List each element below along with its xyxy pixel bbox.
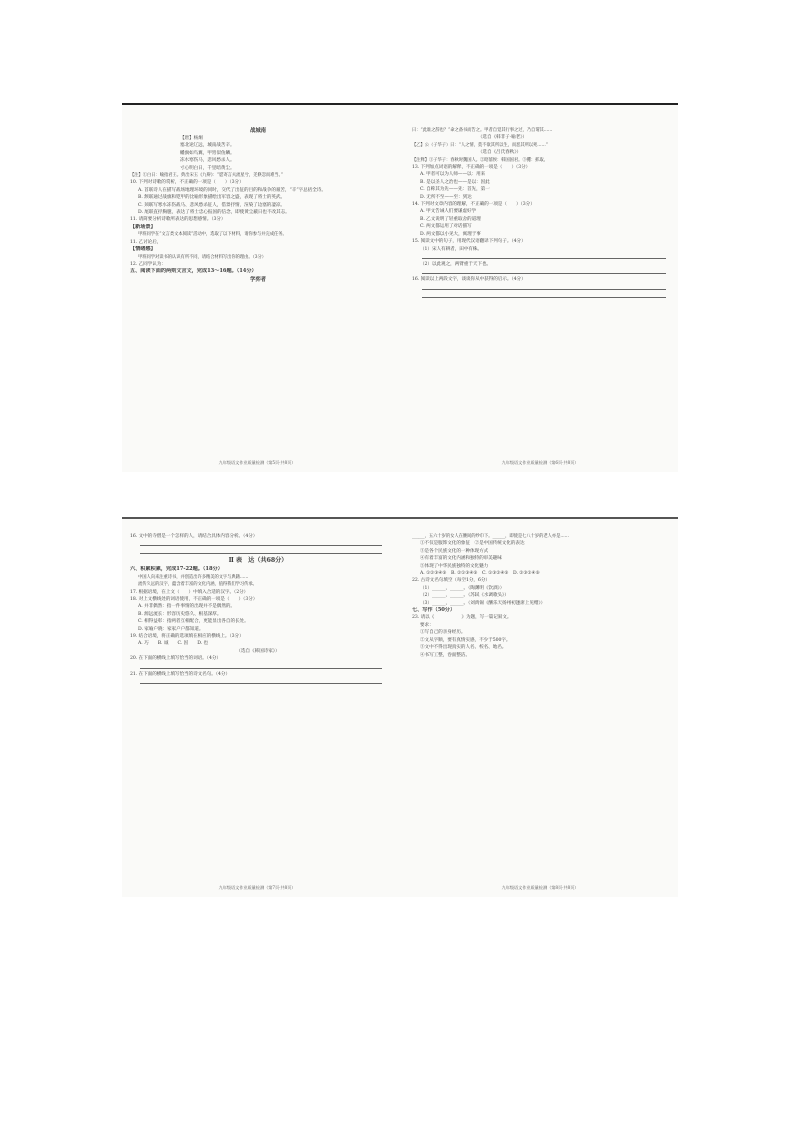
answer-line[interactable] xyxy=(422,253,666,259)
option-c: C. 相得益彰：指两者互相配合，更能显出各自的长处。 xyxy=(138,619,249,625)
part-heading: Ⅱ 表 达（共68分） xyxy=(228,557,288,565)
page-footer: 九年级语文作业质量检测（第8页·共8页） xyxy=(501,884,579,890)
poem-line: 寸心明白日，千里暗黄尘。 xyxy=(180,165,235,171)
page-footer: 九年级语文作业质量检测（第5页·共8页） xyxy=(218,459,296,465)
option-c: C. 颈联写寒水冻伤战马、悲风愁杀征人，借景抒情，渲染了边塞的凄凉。 xyxy=(138,202,285,208)
requirement-item: ②文从字顺，要有真情实感，不少于500字。 xyxy=(420,637,511,643)
translation-item: （1）宋人有耕者，田中有株。 xyxy=(420,246,482,252)
question-10: 10. 下列对诗歌的赏析，不正确的一项是（ ）（3分） xyxy=(130,180,244,186)
page-footer: 九年级语文作业质量检测（第7页·共8页） xyxy=(218,884,296,890)
option-a: A. 甲文告诫人们要谦虚好学 xyxy=(420,209,477,215)
translation-item: （2）以此观之，两臂重于天下也。 xyxy=(420,261,492,267)
answer-line[interactable] xyxy=(422,292,666,298)
question-14: 14. 下列对文章内容的理解，不正确的一项是（ ）（3分） xyxy=(412,202,535,208)
answer-line: 11. 乙讨论后， xyxy=(130,239,237,245)
paragraph-line: 中国人向来注重诗书，并创造出许多精美的文字与典籍…… xyxy=(138,574,249,580)
question-11: 11. 请简要分析诗歌所表达的思想感情。（3分） xyxy=(130,217,226,223)
section-heading: 五、阅读下面的两则文言文，完成13～16题。（14分） xyxy=(130,268,257,275)
paragraph-line: 曰：“此谁之辞也？”命之备书而告之。甲者自觉其行事之过，乃自谓其…… xyxy=(412,128,553,133)
poem-note: 【注】①白日：喻指君王。典出宋玉《九辩》：“愿寄言夫流星兮，羌倏忽而难当。” xyxy=(130,173,283,179)
source-note: （选自《韩国诗家》） xyxy=(236,648,280,654)
sentence-item: ③是各个民族文化的一种体现方式 xyxy=(420,548,489,554)
paragraph-line: 甲班同学对读书的认识有所不同，请结合材料写出你的理由。（3分） xyxy=(138,254,266,260)
poem-line: 冻水寒伤马，悲风愁杀人。 xyxy=(180,158,235,164)
exam-page-7 xyxy=(122,519,392,897)
exam-page-8 xyxy=(404,519,676,897)
answer-line[interactable] xyxy=(422,284,666,290)
option-a: A. 并非偶然：指一件事情的出现并不是偶然的。 xyxy=(138,604,235,610)
option-c: C. 两文都运用了对话描写 xyxy=(420,224,472,230)
poem-line: 塞北途辽远，城南战苦辛。 xyxy=(180,143,235,149)
option-c: C. 自称其为先——先：首先，第一 xyxy=(420,187,490,193)
option-b: B. 是以圣人之治也——是以：因此 xyxy=(420,179,490,185)
page-footer: 九年级语文作业质量检测（第6页·共8页） xyxy=(501,459,579,465)
answer-line[interactable] xyxy=(140,548,382,554)
section-label: 【新场景】 xyxy=(130,223,156,230)
paragraph-line: 甲班同学在“文言类文本阅读”活动中，选取了以下材料，请你参与并完成任务。 xyxy=(138,232,287,238)
question-15: 15. 阅读文中的句子，用现代汉语翻译下列句子。（4分） xyxy=(412,239,526,245)
annotation-line: 【注释】①子华子：春秋时魏国人。②昭僖侯：韩国国君。③攫：抓取。 xyxy=(412,157,548,163)
option-d: D. 尾联直抒胸臆，表达了将士忠心报国的信念，即使黄尘蔽日也不改其志。 xyxy=(138,210,290,216)
poem-title: 战城南 xyxy=(249,128,267,134)
option-row: A. ①②③④⑤ B. ②①③④⑤ C. ①③②④⑤ D. ②③①④⑤ xyxy=(420,571,540,577)
source-note: （选自《吕氏春秋》） xyxy=(412,150,521,156)
option-row: A. 巧 B. 诚 C. 因 D. 也 xyxy=(138,641,209,647)
answer-line[interactable] xyxy=(422,268,666,274)
sentence-item: ①不仅是服饰文化的象征 ②是中国传统文化的表达 xyxy=(420,541,525,547)
sentence-item: ⑤体现了中华民族独特的文化魅力 xyxy=(420,563,489,569)
section-heading: 六、积累积累，完成17-22题。（18分） xyxy=(130,566,223,573)
question-17: 17. 根据语境，在上文（ ）中填入合适的汉字。（2分） xyxy=(130,589,249,595)
option-b: B. 颔联通过战旗和铠甲的比喻形象描绘出军容之盛，表现了将士的英武。 xyxy=(138,195,286,201)
option-d: D. 两文都以小见大，寓理于事 xyxy=(420,231,481,237)
answer-line[interactable] xyxy=(140,663,382,669)
question-20: 20. 在下面的横线上填写恰当的词语。（4分） xyxy=(130,656,221,662)
question-16: 16. 文中的寺僧是一个怎样的人，请结合具体内容分析。（4分） xyxy=(130,534,258,539)
paragraph-line: ______，五六十岁的女人在腰间的纱巾下。______，即使是七八十岁的老人亦是…… xyxy=(412,534,569,539)
section-label: 【情绪感】 xyxy=(130,246,156,253)
requirement-item: ④书写工整，卷面整洁。 xyxy=(420,652,470,658)
requirement-item: ③文中不得出现真实的人名、校名、地名。 xyxy=(420,645,507,651)
passage-title: 学弈者 xyxy=(249,276,267,283)
exam-page-5 xyxy=(122,105,392,472)
section-heading: 七、写作（50分） xyxy=(412,607,456,614)
fill-item: （1）______，______。（陶渊明《饮酒》） xyxy=(420,585,505,591)
question-21: 21. 在下面的横线上填写恰当的诗文名句。（4分） xyxy=(130,671,231,677)
question-16: 16. 阅读以上两段文字，谈谈你从中获得的启示。（4分） xyxy=(412,277,526,283)
option-b: B. 乙文说明了轻重取舍的道理 xyxy=(420,216,481,222)
fill-item: （3）______，______。（刘禹锡《酬乐天扬州初逢席上见赠》） xyxy=(420,600,546,606)
exam-page-6 xyxy=(404,105,676,472)
requirements-label: 要求： xyxy=(420,622,434,628)
option-a: A. 首联诗人在描写战场地理环境的同时，交代了出征的目的和战争的艰苦，“辛”字总括全诗。 xyxy=(138,187,326,193)
answer-line[interactable] xyxy=(140,540,382,546)
exam-sheet-bottom xyxy=(122,517,678,897)
question-12: 12. 乙同学认为： xyxy=(130,261,166,267)
question-22: 22. 古诗文名句填空（每空1分，6分） xyxy=(412,578,490,584)
paragraph-line: 流传久远的汉字，蕴含着丰富的文化内涵，值得我们学习传承。 xyxy=(138,582,257,588)
poem-author: 【唐】杨炯 xyxy=(180,136,203,141)
poem-line: 幡旗如鸟翼，甲胄似鱼鳞。 xyxy=(180,150,235,156)
question-18: 18. 对上文横线处的词语使用，不正确的一项是（ ）（3分） xyxy=(130,597,258,603)
answer-line[interactable] xyxy=(140,678,382,684)
question-13: 13. 下列加点词语的解释，不正确的一项是（ ）（3分） xyxy=(412,165,531,171)
paragraph-line: 【乙】公（子华子）曰：“人之情，莫不欲其所以生，而恶其所以死……” xyxy=(412,142,548,148)
exam-sheet-top xyxy=(122,103,678,472)
option-d: D. 无所不至——至：到达 xyxy=(420,194,472,200)
sentence-item: ④有着丰富的文化内涵和独特的审美趣味 xyxy=(420,556,502,562)
option-b: B. 源远流长：形容历史悠久、根基深厚。 xyxy=(138,611,222,617)
option-a: A. 甲者可以为人师——以：用来 xyxy=(420,172,486,178)
requirement-item: ①写自己的亲身经历。 xyxy=(420,630,466,636)
source-note: （选自《韩非子·喻老》） xyxy=(412,135,527,141)
question-19: 19. 结合语境，将正确的选项填在相应的横线上。（3分） xyxy=(130,634,244,640)
question-23: 23. 请以《 》为题，写一篇记叙文。 xyxy=(412,615,512,621)
option-d: D. 家喻户晓：家家户户都知道。 xyxy=(138,626,204,632)
fill-item: （2）______，______。（苏轼《水调歌头》） xyxy=(420,593,509,599)
